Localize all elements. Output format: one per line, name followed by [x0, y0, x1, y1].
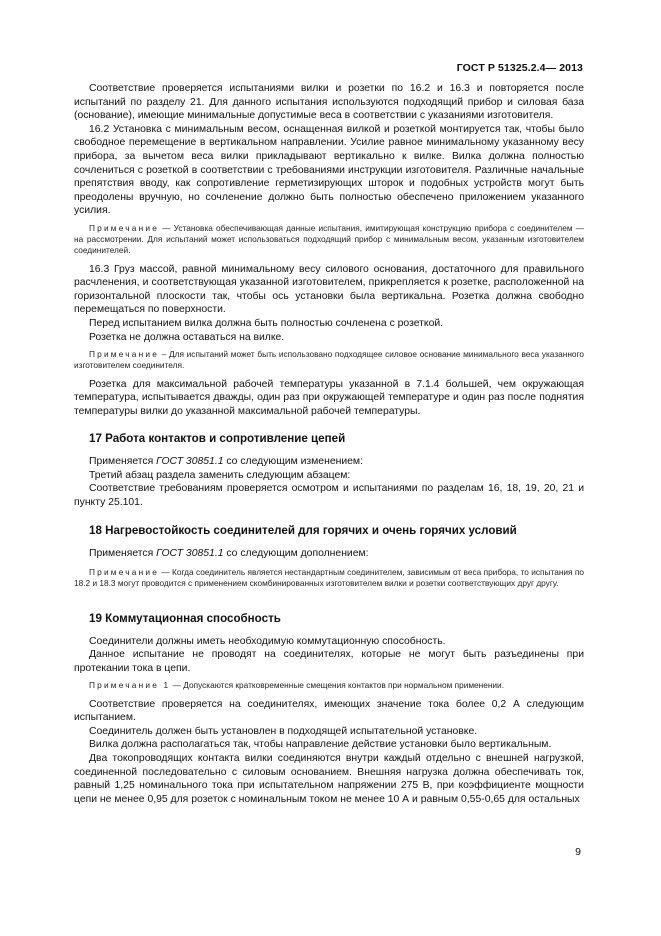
- section-19-heading: 19 Коммутационная способность: [89, 611, 281, 625]
- note-text: – Для испытаний может быть использовано подходящее силовое основание минимального веса указанного изготовителем соединителя.: [74, 349, 584, 371]
- paragraph: Соединитель должен быть установлен в подходящей испытательной установке.: [89, 725, 478, 737]
- note-label: Примечание 1: [89, 680, 171, 691]
- applies-line: [74, 547, 584, 561]
- note: [74, 223, 584, 257]
- note-text: — Допускаются кратковременные смещения контактов при нормальном применении.: [172, 680, 505, 691]
- section-17-heading: 17 Работа контактов и сопротивление цепей: [89, 432, 346, 446]
- applies-suffix: со следующим изменением:: [226, 456, 363, 468]
- note-label: Примечание: [89, 567, 160, 578]
- applies-suffix: со следующим дополнением:: [226, 547, 369, 559]
- paragraph: Два токопроводящих контакта вилки соединяются внутри каждый отдельно с внешней нагрузкой, соединенной последовательно с силовым основанием. Внешняя нагрузка должна обеспечивать ток, равный 1,25 номинального тока при испытательном напряжении 275 В, при коэффициенте мощности цепи не менее 0,95 для розеток с номинальным током не менее 10 А и равным 0,55-0,65 для остальных: [74, 753, 584, 805]
- paragraph: Соответствие проверяется испытаниями вилки и розетки по 16.2 и 16.3 и повторяется после испытаний по разделу 21. Для данного испытания используются подходящий прибор и силовая база (основание), имеющие минимальные допустимые веса в соответствии с указаниями изготовителя.: [74, 83, 584, 122]
- applies-prefix: Применяется: [89, 547, 154, 559]
- paragraph: Соединители должны иметь необходимую коммутационную способность.: [89, 635, 446, 647]
- applies-prefix: Применяется: [89, 456, 154, 468]
- paragraph: Перед испытанием вилка должна быть полностью сочленена с розеткой.: [89, 317, 444, 329]
- paragraph-16-3: 16.3 Груз массой, равной минимальному весу силового основания, достаточного для правильного расчленения, и соответствующая указанной изготовителем, прикрепляется к розетке, расположенной на горизонтальной плоскости так, чтобы ось установки была вертикальна. Розетка должна свободно перемещаться по поверхности.: [74, 263, 584, 316]
- paragraph: Соответствие проверяется на соединителях, имеющих значение тока более 0,2 А следующим испытанием.: [74, 698, 584, 724]
- paragraph: Третий абзац раздела заменить следующим абзацем:: [89, 469, 351, 481]
- note-text: — Установка обеспечивающая данные испытания, имитирующая конструкцию прибора с соединителем — на рассмотрении. Для испытаний может использоваться подходящий прибор с минимальным весом, указанным изготовителем соединителей.: [74, 222, 584, 256]
- applies-line: [74, 455, 584, 469]
- section-18-heading: 18 Нагревостойкость соединителей для горячих и очень горячих условий: [89, 523, 517, 537]
- paragraph: Вилка должна располагаться так, чтобы направление действие установки было вертикальным.: [89, 739, 552, 751]
- paragraph-16-2: 16.2 Установка с минимальным весом, оснащенная вилкой и розеткой монтируется так, чтобы было свободное перемещение в вертикальном направлении. Усилие равное минимальному указанному весу прибора, за вычетом веса вилки прикладывают вертикально к вилке. Вилка должна полностью сочлениться с розеткой в соответствии с требованиями инструкции изготовителя. Различные начальные препятствия вводу, как сопротивление герметизирующих шторок и подобных устройств могут быть преодолены вручную, но сочленение должно быть полностью обеспечено приложением указанного усилия.: [74, 123, 584, 217]
- note: [74, 567, 584, 589]
- page-number: 9: [575, 846, 581, 858]
- note: [74, 349, 584, 371]
- paragraph: Соответствие требованиям проверяется осмотром и испытаниями по разделам 16, 18, 19, 20, 21 и пункту 25.101.: [74, 483, 584, 509]
- paragraph: Розетка не должна оставаться на вилке.: [89, 331, 285, 343]
- note: [74, 680, 584, 691]
- document-body: [74, 82, 584, 806]
- standard-reference: ГОСТ 30851.1: [156, 456, 224, 468]
- note-label: Примечание: [89, 349, 160, 360]
- note-label: Примечание: [89, 222, 160, 233]
- paragraph: Розетка для максимальной рабочей температуры указанной в 7.1.4 большей, чем окружающая температура, испытывается дважды, один раз при окружающей температуре и один раз после поднятия температуры вилки до указанной максимальной рабочей температуры.: [74, 378, 584, 417]
- document-header: ГОСТ Р 51325.2.4— 2013: [456, 62, 583, 74]
- standard-reference: ГОСТ 30851.1: [156, 547, 224, 559]
- paragraph: Данное испытание не проводят на соединителях, которые не могут быть разъединены при протекании тока в цепи.: [74, 649, 584, 674]
- note-text: — Когда соединитель является нестандартным соединителем, зависимым от веса прибора, то испытания по 18.2 и 18.3 могут проводится с применением скомбинированных изготовителем вилки и розетки соответствующих друг другу.: [74, 567, 584, 589]
